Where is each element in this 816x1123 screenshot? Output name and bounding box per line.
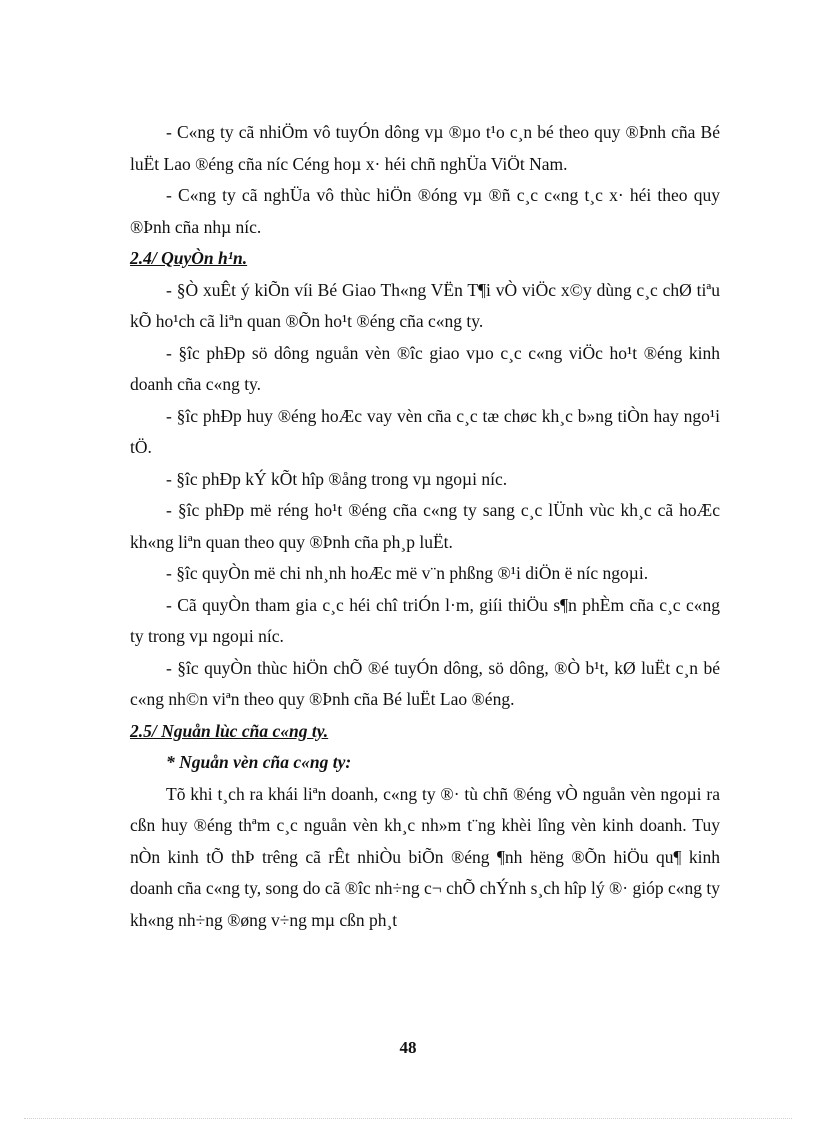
duty-recruitment-paragraph: - C«ng ty cã nhiÖm vô tuyÓn dông vµ ®µo t¹o c¸n bé theo quy ®Þnh cña Bé luËt Lao ®éng cña níc Céng hoµ x· héi chñ nghÜa ViÖt Nam. [130, 122, 720, 174]
document-body [130, 117, 720, 936]
duty-social-paragraph: - C«ng ty cã nghÜa vô thùc hiÖn ®óng vµ ®ñ c¸c c«ng t¸c x· héi theo quy ®Þnh cña nhµ níc. [130, 185, 720, 237]
page-number: 48 [399, 1038, 417, 1057]
right-item: - §îc phÐp kÝ kÕt hîp ®ång trong vµ ngoµi níc. [166, 468, 508, 489]
right-item: - §îc quyÒn më chi nh¸nh hoÆc më v¨n phßng ®¹i diÖn ë níc ngoµi. [166, 563, 649, 583]
right-item: - §îc phÐp sö dông nguån vèn ®îc giao vµo c¸c c«ng viÖc ho¹t ®éng kinh doanh cña c«ng ty. [130, 342, 720, 394]
right-item: - Cã quyÒn tham gia c¸c héi chî triÓn l·m, giíi thiÖu s¶n phÈm cña c¸c c«ng ty trong vµ ngoµi níc. [130, 594, 720, 646]
right-item: - §îc phÐp më réng ho¹t ®éng cña c«ng ty sang c¸c lÜnh vùc kh¸c cã hoÆc kh«ng liªn quan theo quy ®Þnh cña ph¸p luËt. [130, 500, 720, 552]
right-item: - §Ò xuÊt ý kiÕn víi Bé Giao Th«ng VËn T¶i vÒ viÖc x©y dùng c¸c chØ tiªu kÕ ho¹ch cã liªn quan ®Õn ho¹t ®éng cña c«ng ty. [130, 279, 720, 331]
subheading-capital: * Nguån vèn cña c«ng ty: [166, 752, 352, 772]
page-bottom-divider [24, 1118, 792, 1119]
section-heading-resources: 2.5/ Nguån lùc cña c«ng ty. [130, 720, 329, 741]
right-item: - §îc phÐp huy ®éng hoÆc vay vèn cña c¸c tæ chøc kh¸c b»ng tiÒn hay ngo¹i tÖ. [130, 405, 720, 457]
right-item: - §îc quyÒn thùc hiÖn chÕ ®é tuyÓn dông, sö dông, ®Ò b¹t, kØ luËt c¸n bé c«ng nh©n viªn theo quy ®Þnh cña Bé luËt Lao ®éng. [130, 657, 720, 709]
section-heading-rights: 2.4/ QuyÒn h¹n. [130, 248, 248, 268]
capital-paragraph: Tõ khi t¸ch ra khái liªn doanh, c«ng ty ®· tù chñ ®éng vÒ nguån vèn ngoµi ra cßn huy ®éng thªm c¸c nguån vèn kh¸c nh»m t¨ng khèi lîng vèn kinh doanh. Tuy nÒn kinh tÕ thÞ trêng cã rÊt nhiÒu biÕn ®éng ¶nh hëng ®Õn hiÖu qu¶ kinh doanh cña c«ng ty, song do cã ®îc nh÷ng c¬ chÕ chÝnh s¸ch hîp lý ®· gióp c«ng ty kh«ng nh÷ng ®øng v÷ng mµ cßn ph¸t [130, 783, 720, 930]
